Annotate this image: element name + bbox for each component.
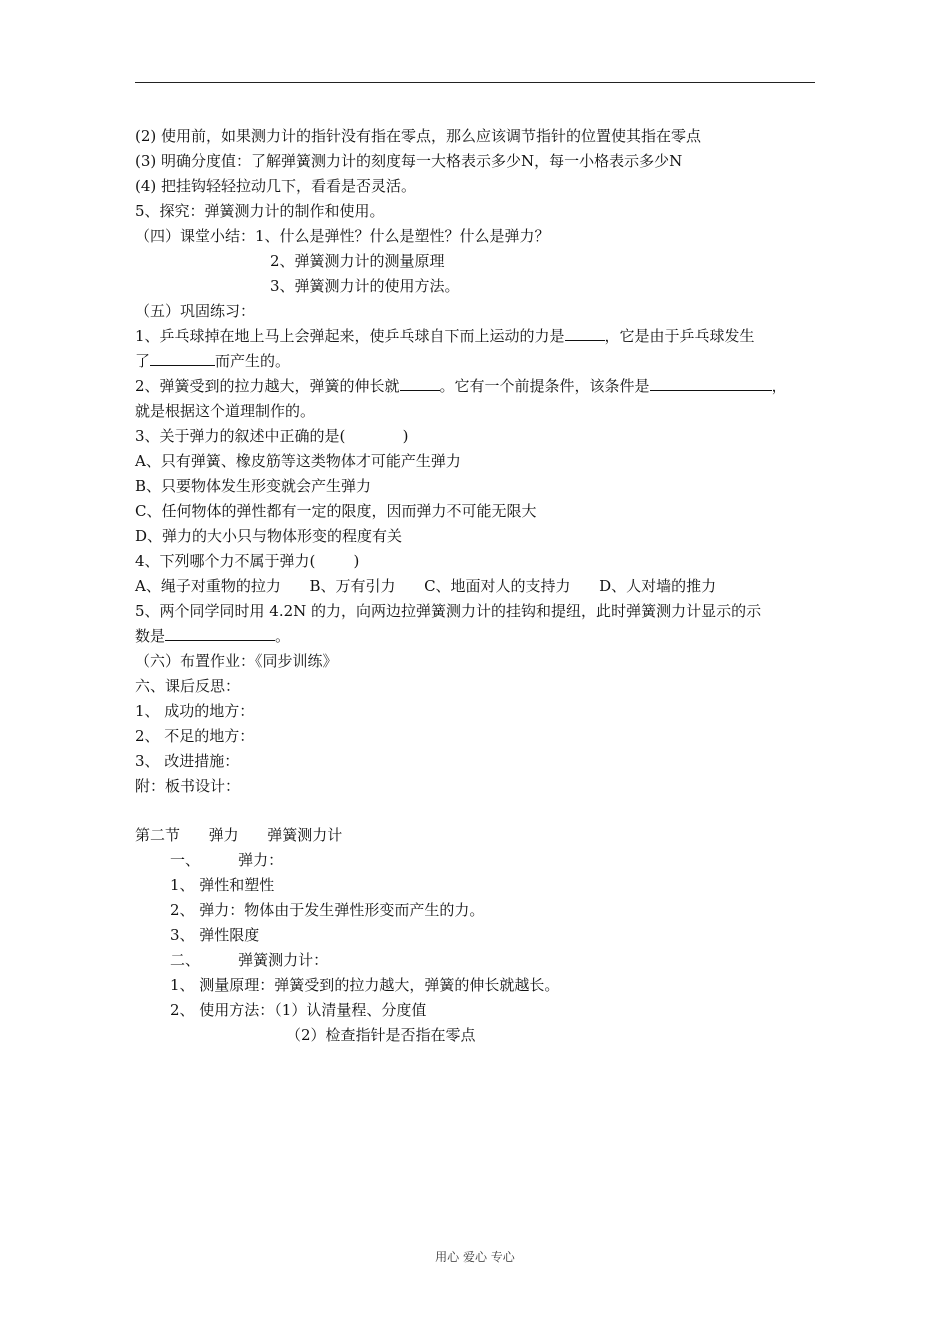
text-line: 1、 测量原理：弹簧受到的拉力越大，弹簧的伸长就越长。 [170, 976, 560, 994]
answer-blank [150, 351, 215, 366]
text-line: 3、 弹性限度 [170, 926, 260, 944]
question-text: 2、弹簧受到的拉力越大，弹簧的伸长就 [135, 377, 400, 395]
page-footer: 用心 爱心 专心 [435, 1250, 515, 1264]
question-text: 。它有一个前提条件，该条件是 [439, 377, 650, 395]
text-line: 1、 成功的地方： [135, 702, 255, 720]
answer-blank [165, 626, 275, 641]
text-line: 2、 弹力：物体由于发生弹性形变而产生的力。 [170, 901, 485, 919]
option-d: D、弹力的大小只与物体形变的程度有关 [135, 527, 403, 545]
question-1 [135, 326, 755, 346]
question-4: 4、下列哪个力不属于弹力( ) [135, 552, 360, 570]
text-line: 二、 弹簧测力计： [170, 951, 329, 969]
option-c: C、任何物体的弹性都有一定的限度，因而弹力不可能无限大 [135, 502, 537, 520]
section-heading: （四）课堂小结：1、什么是弹性？什么是塑性？什么是弹力？ [135, 227, 550, 245]
option-b: B、只要物体发生形变就会产生弹力 [135, 477, 372, 495]
section-heading: （五）巩固练习： [135, 302, 256, 320]
section-heading: （六）布置作业：《同步训练》 [135, 652, 338, 670]
question-text: ， [771, 377, 787, 395]
question-5: 5、两个同学同时用 4.2N 的力，向两边拉弹簧测力计的挂钩和提纽，此时弹簧测力计显示的示 [135, 602, 762, 620]
text-line: 5、探究：弹簧测力计的制作和使用。 [135, 202, 385, 220]
question-text: 。 [275, 627, 291, 645]
text-line: (3) 明确分度值：了解弹簧测力计的刻度每一大格表示多少N，每一小格表示多少N [135, 152, 683, 170]
question-2 [135, 376, 787, 396]
answer-blank [565, 326, 605, 341]
text-line: 附：板书设计： [135, 777, 241, 795]
text-line: 3、弹簧测力计的使用方法。 [270, 277, 460, 295]
text-line: (2) 使用前，如果测力计的指针没有指在零点，那么应该调节指针的位置使其指在零点 [135, 127, 702, 145]
question-1-cont [135, 351, 290, 371]
text-line: 2、 不足的地方： [135, 727, 255, 745]
question-text: 数是 [135, 627, 166, 645]
question-text: 而产生的。 [215, 352, 291, 370]
text-line: 一、 弹力： [170, 851, 284, 869]
answer-blank [400, 376, 440, 391]
board-title: 第二节 弹力 弹簧测力计 [135, 826, 343, 844]
text-line: 1、 弹性和塑性 [170, 876, 275, 894]
text-line: 就是根据这个道理制作的。 [135, 402, 316, 420]
answer-blank [650, 376, 772, 391]
question-text: 1、乒乓球掉在地上马上会弹起来，使乒乓球自下而上运动的力是 [135, 327, 565, 345]
section-heading: 六、课后反思： [135, 677, 241, 695]
question-text: 了 [135, 352, 151, 370]
text-line: 2、 使用方法：（1）认清量程、分度值 [170, 1001, 427, 1019]
text-line: 3、 改进措施： [135, 752, 240, 770]
text-line: (4) 把挂钩轻轻拉动几下，看看是否灵活。 [135, 177, 417, 195]
question-text: ，它是由于乒乓球发生 [604, 327, 755, 345]
text-line: 2、弹簧测力计的测量原理 [270, 252, 445, 270]
header-rule [135, 82, 815, 83]
option-a: A、只有弹簧、橡皮筋等这类物体才可能产生弹力 [135, 452, 461, 470]
text-line: （2）检查指针是否指在零点 [286, 1026, 476, 1044]
question-5-cont [135, 626, 290, 646]
question-3: 3、关于弹力的叙述中正确的是( ) [135, 427, 409, 445]
question-4-options: A、绳子对重物的拉力 B、万有引力 C、地面对人的支持力 D、人对墙的推力 [135, 577, 717, 595]
